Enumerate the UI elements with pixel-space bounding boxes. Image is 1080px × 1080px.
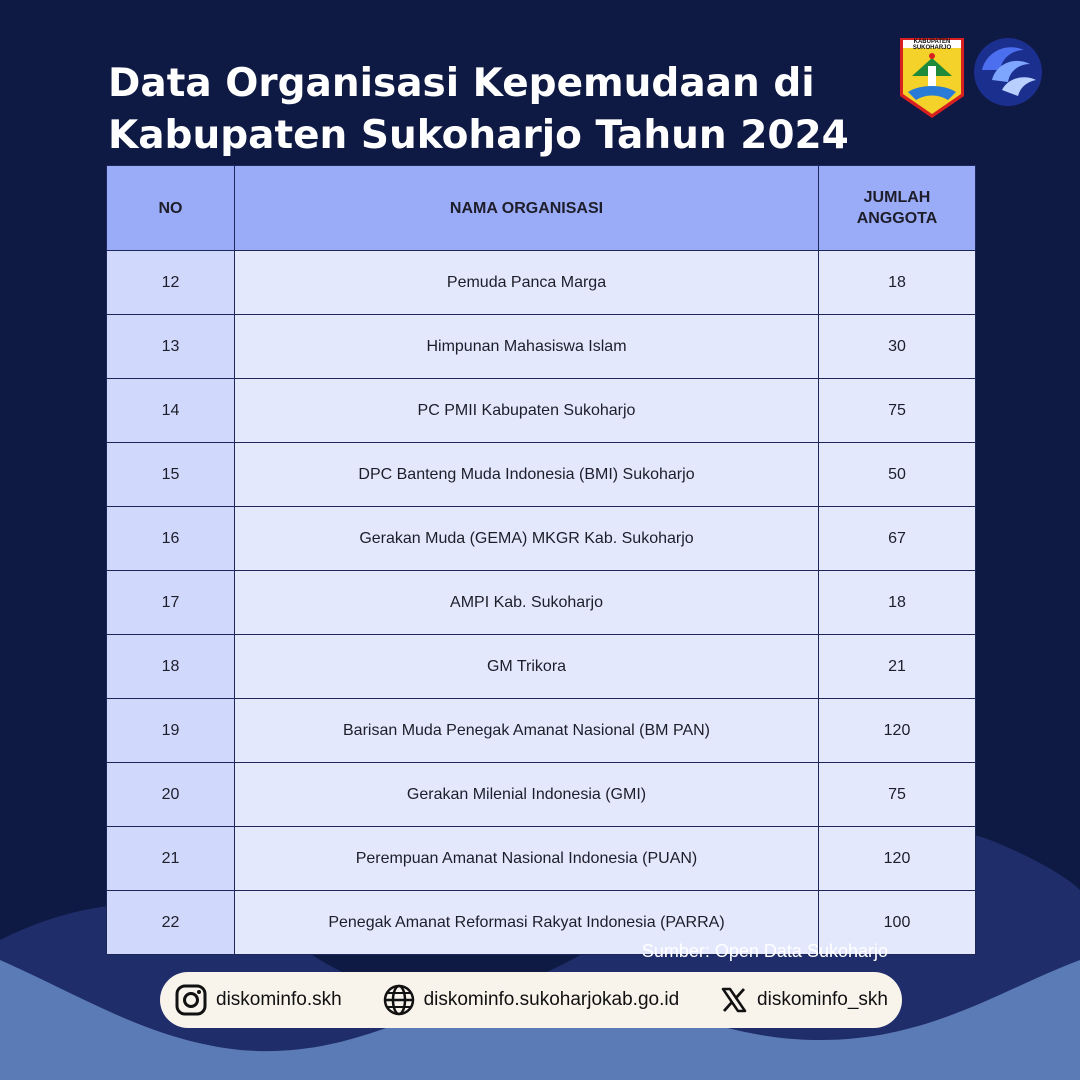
social-footer [160, 972, 902, 1028]
cell-no: 19 [107, 699, 235, 763]
cell-name: Penegak Amanat Reformasi Rakyat Indonesia (PARRA) [235, 891, 819, 955]
header-name: NAMA ORGANISASI [235, 166, 819, 251]
cell-no: 14 [107, 379, 235, 443]
cell-count: 21 [819, 635, 976, 699]
cell-count: 30 [819, 315, 976, 379]
cell-name: Himpunan Mahasiswa Islam [235, 315, 819, 379]
table-row [107, 251, 976, 315]
title-line-1: Data Organisasi Kepemudaan di [108, 61, 815, 106]
cell-count: 50 [819, 443, 976, 507]
cell-no: 21 [107, 827, 235, 891]
cell-no: 17 [107, 571, 235, 635]
cell-count: 18 [819, 571, 976, 635]
cell-name: Gerakan Muda (GEMA) MKGR Kab. Sukoharjo [235, 507, 819, 571]
cell-no: 12 [107, 251, 235, 315]
table-row [107, 763, 976, 827]
table-row [107, 699, 976, 763]
x-link[interactable] [719, 985, 888, 1015]
title-line-2: Kabupaten Sukoharjo Tahun 2024 [108, 113, 849, 158]
cell-name: Gerakan Milenial Indonesia (GMI) [235, 763, 819, 827]
cell-count: 120 [819, 827, 976, 891]
cell-count: 75 [819, 379, 976, 443]
globe-icon [382, 983, 416, 1017]
organization-table [106, 165, 976, 955]
header-count [819, 166, 976, 251]
header-no: NO [107, 166, 235, 251]
cell-no: 22 [107, 891, 235, 955]
cell-no: 18 [107, 635, 235, 699]
cell-name: Perempuan Amanat Nasional Indonesia (PUAN) [235, 827, 819, 891]
source-note: Sumber: Open Data Sukoharjo [641, 941, 888, 961]
website-url: diskominfo.sukoharjokab.go.id [423, 989, 680, 1010]
table-header-row [107, 166, 976, 251]
cell-count: 18 [819, 251, 976, 315]
cell-no: 13 [107, 315, 235, 379]
kabupaten-label: KABUPATEN SUKOHARJO [912, 39, 952, 51]
table-row [107, 315, 976, 379]
cell-name: Pemuda Panca Marga [235, 251, 819, 315]
kominfo-logo-icon [972, 36, 1044, 108]
cell-name: AMPI Kab. Sukoharjo [235, 571, 819, 635]
cell-name: Barisan Muda Penegak Amanat Nasional (BM PAN) [235, 699, 819, 763]
table-row [107, 635, 976, 699]
cell-no: 20 [107, 763, 235, 827]
cell-count: 100 [819, 891, 976, 955]
table-row [107, 379, 976, 443]
instagram-icon [174, 983, 208, 1017]
table-row [107, 507, 976, 571]
cell-no: 15 [107, 443, 235, 507]
header-count-line-1: JUMLAH [863, 189, 931, 206]
cell-count: 75 [819, 763, 976, 827]
cell-name: PC PMII Kabupaten Sukoharjo [235, 379, 819, 443]
page-title [108, 58, 849, 162]
table-row [107, 571, 976, 635]
x-handle: diskominfo_skh [757, 989, 888, 1010]
table-row [107, 443, 976, 507]
cell-name: GM Trikora [235, 635, 819, 699]
cell-count: 120 [819, 699, 976, 763]
instagram-link[interactable] [174, 983, 342, 1017]
table-row [107, 827, 976, 891]
cell-no: 16 [107, 507, 235, 571]
x-icon [719, 985, 749, 1015]
website-link[interactable] [382, 983, 680, 1017]
cell-name: DPC Banteng Muda Indonesia (BMI) Sukoharjo [235, 443, 819, 507]
instagram-handle: diskominfo.skh [216, 989, 342, 1010]
header-count-line-2: ANGGOTA [856, 210, 938, 227]
cell-count: 67 [819, 507, 976, 571]
